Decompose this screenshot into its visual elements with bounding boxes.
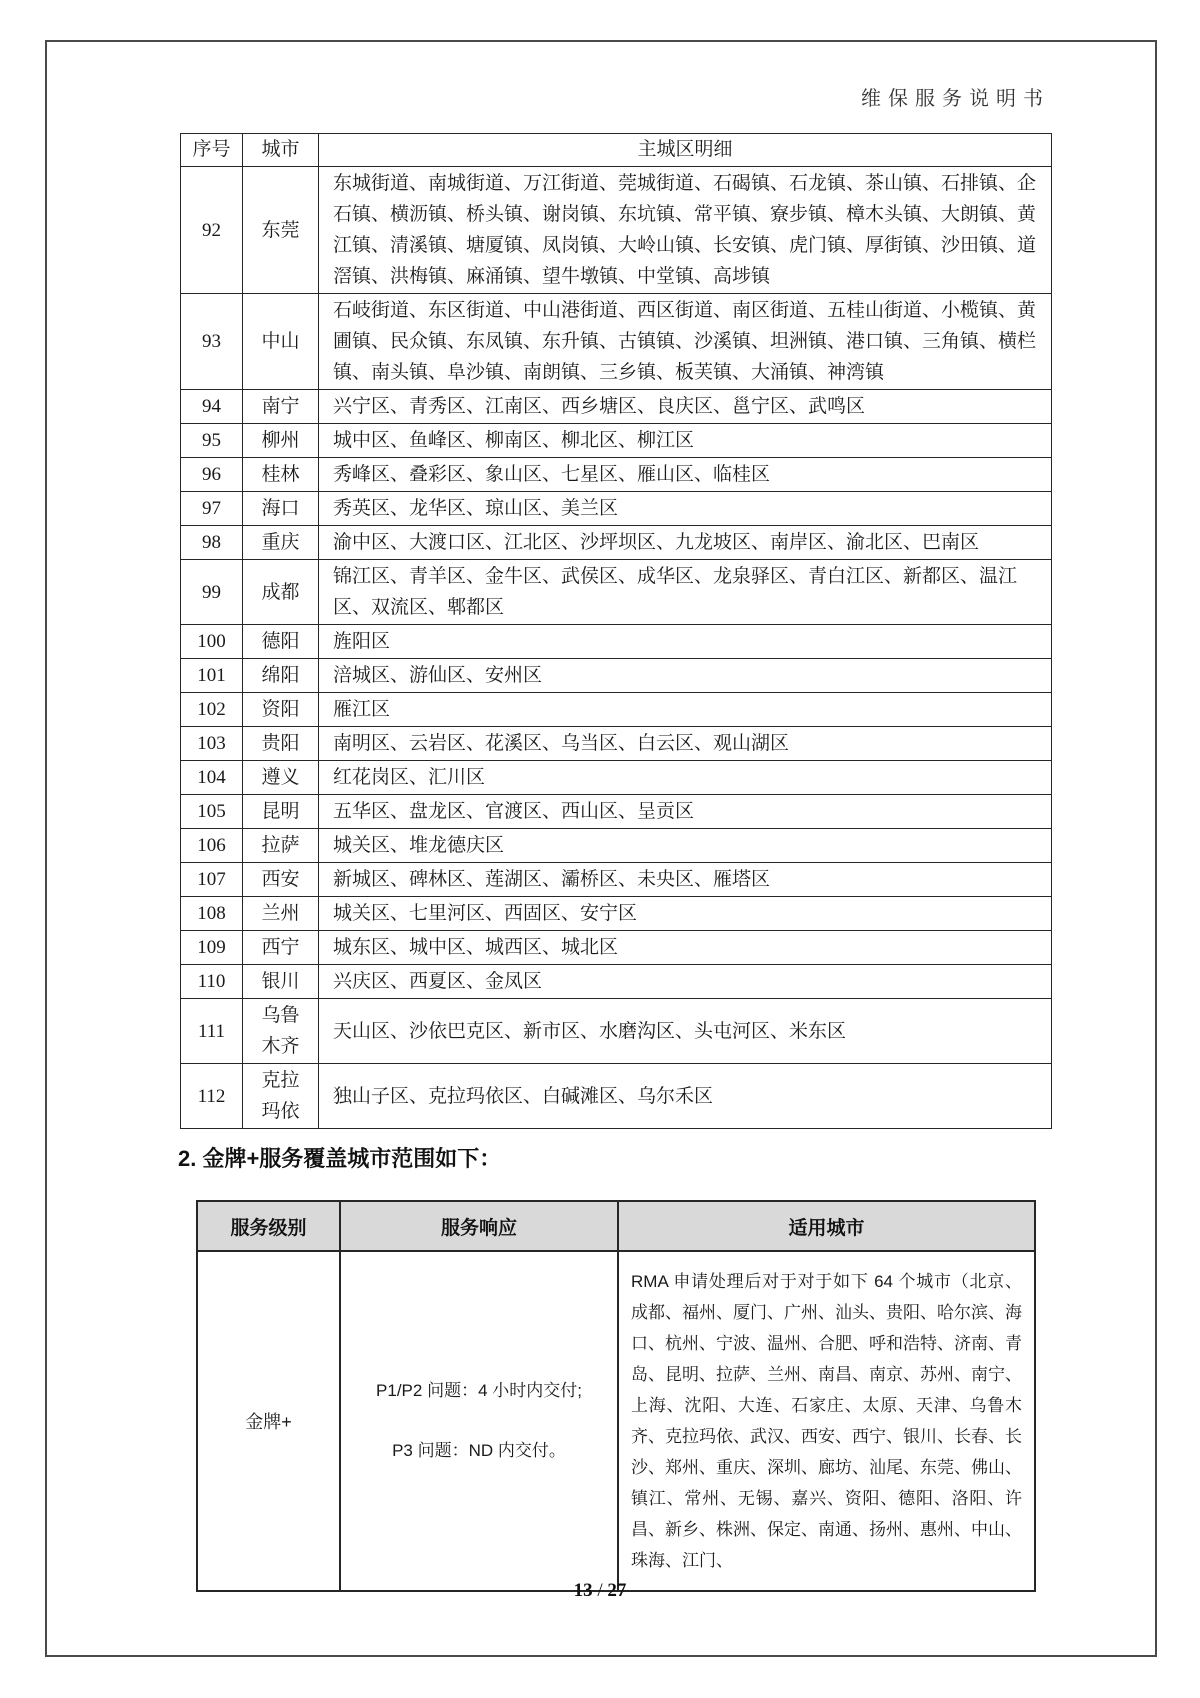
row-number-cell: 94	[181, 390, 243, 424]
table-row	[181, 829, 1052, 863]
table-row	[181, 965, 1052, 999]
page-number-separator: /	[597, 1580, 603, 1601]
row-number-cell: 99	[181, 560, 243, 625]
section-heading: 2. 金牌+服务覆盖城市范围如下：	[178, 1146, 502, 1171]
row-city-cell: 兰州	[243, 897, 319, 931]
table-row	[181, 931, 1052, 965]
row-number-cell: 100	[181, 625, 243, 659]
service-table-header-response: 服务响应	[340, 1201, 618, 1251]
row-number-cell: 105	[181, 795, 243, 829]
service-table-header-cities: 适用城市	[618, 1201, 1035, 1251]
table-row	[181, 761, 1052, 795]
table-row	[181, 625, 1052, 659]
service-table-row	[197, 1251, 1035, 1591]
row-number-cell: 96	[181, 458, 243, 492]
city-table-header-city: 城市	[243, 134, 319, 167]
service-level-table	[196, 1200, 1036, 1592]
row-districts-cell: 兴宁区、青秀区、江南区、西乡塘区、良庆区、邕宁区、武鸣区	[319, 390, 1052, 424]
row-districts-cell: 红花岗区、汇川区	[319, 761, 1052, 795]
row-city-cell: 重庆	[243, 526, 319, 560]
table-row	[181, 167, 1052, 294]
row-city-cell: 东莞	[243, 167, 319, 294]
row-city-cell: 海口	[243, 492, 319, 526]
city-coverage-table-wrap	[180, 133, 1052, 1129]
table-row	[181, 659, 1052, 693]
row-city-cell: 昆明	[243, 795, 319, 829]
city-table-header-no: 序号	[181, 134, 243, 167]
row-city-cell: 南宁	[243, 390, 319, 424]
row-number-cell: 106	[181, 829, 243, 863]
row-number-cell: 97	[181, 492, 243, 526]
row-districts-cell: 东城街道、南城街道、万江街道、莞城街道、石碣镇、石龙镇、茶山镇、石排镇、企石镇、横沥镇、桥头镇、谢岗镇、东坑镇、常平镇、寮步镇、樟木头镇、大朗镇、黄江镇、清溪镇、塘厦镇、凤岗镇、大岭山镇、长安镇、虎门镇、厚街镇、沙田镇、道滘镇、洪梅镇、麻涌镇、望牛墩镇、中堂镇、高埗镇	[319, 167, 1052, 294]
row-city-cell: 柳州	[243, 424, 319, 458]
row-number-cell: 95	[181, 424, 243, 458]
row-districts-cell: 兴庆区、西夏区、金凤区	[319, 965, 1052, 999]
row-city-cell: 桂林	[243, 458, 319, 492]
row-districts-cell: 城中区、鱼峰区、柳南区、柳北区、柳江区	[319, 424, 1052, 458]
service-response-cell	[340, 1251, 618, 1591]
response-p1-p2: P1/P2 问题：4 小时内交付;	[376, 1381, 582, 1400]
row-city-cell: 贵阳	[243, 727, 319, 761]
service-table-header-row	[197, 1201, 1035, 1251]
table-row	[181, 492, 1052, 526]
row-districts-cell: 天山区、沙依巴克区、新市区、水磨沟区、头屯河区、米东区	[319, 999, 1052, 1064]
row-districts-cell: 城关区、堆龙德庆区	[319, 829, 1052, 863]
table-row	[181, 424, 1052, 458]
row-districts-cell: 新城区、碑林区、莲湖区、灞桥区、未央区、雁塔区	[319, 863, 1052, 897]
row-districts-cell: 雁江区	[319, 693, 1052, 727]
row-number-cell: 103	[181, 727, 243, 761]
row-number-cell: 98	[181, 526, 243, 560]
row-districts-cell: 独山子区、克拉玛依区、白碱滩区、乌尔禾区	[319, 1064, 1052, 1129]
row-city-cell: 银川	[243, 965, 319, 999]
service-level-table-wrap	[196, 1200, 1036, 1592]
row-number-cell: 93	[181, 294, 243, 390]
city-table-header-districts: 主城区明细	[319, 134, 1052, 167]
row-districts-cell: 涪城区、游仙区、安州区	[319, 659, 1052, 693]
row-districts-cell: 渝中区、大渡口区、江北区、沙坪坝区、九龙坡区、南岸区、渝北区、巴南区	[319, 526, 1052, 560]
city-table-header-row	[181, 134, 1052, 167]
table-row	[181, 526, 1052, 560]
applicable-cities-cell: RMA 申请处理后对于对于如下 64 个城市（北京、成都、福州、厦门、广州、汕头、贵阳、哈尔滨、海口、杭州、宁波、温州、合肥、呼和浩特、济南、青岛、昆明、拉萨、兰州、南昌、南京、苏州、南宁、上海、沈阳、大连、石家庄、太原、天津、乌鲁木齐、克拉玛依、武汉、西安、西宁、银川、长春、长沙、郑州、重庆、深圳、廊坊、汕尾、东莞、佛山、镇江、常州、无锡、嘉兴、资阳、德阳、洛阳、许昌、新乡、株洲、保定、南通、扬州、惠州、中山、珠海、江门、	[618, 1251, 1035, 1591]
row-number-cell: 101	[181, 659, 243, 693]
row-districts-cell: 石岐街道、东区街道、中山港街道、西区街道、南区街道、五桂山街道、小榄镇、黄圃镇、民众镇、东凤镇、东升镇、古镇镇、沙溪镇、坦洲镇、港口镇、三角镇、横栏镇、南头镇、阜沙镇、南朗镇、三乡镇、板芙镇、大涌镇、神湾镇	[319, 294, 1052, 390]
table-row	[181, 1064, 1052, 1129]
row-districts-cell: 南明区、云岩区、花溪区、乌当区、白云区、观山湖区	[319, 727, 1052, 761]
row-number-cell: 108	[181, 897, 243, 931]
row-city-cell: 乌鲁木齐	[243, 999, 319, 1064]
row-districts-cell: 秀峰区、叠彩区、象山区、七星区、雁山区、临桂区	[319, 458, 1052, 492]
city-coverage-table	[180, 133, 1052, 1129]
row-number-cell: 107	[181, 863, 243, 897]
page-number	[0, 1580, 1200, 1602]
page-number-total: 27	[607, 1580, 627, 1601]
row-number-cell: 111	[181, 999, 243, 1064]
table-row	[181, 560, 1052, 625]
table-row	[181, 727, 1052, 761]
row-districts-cell: 五华区、盘龙区、官渡区、西山区、呈贡区	[319, 795, 1052, 829]
table-row	[181, 390, 1052, 424]
service-level-cell: 金牌+	[197, 1251, 340, 1591]
row-number-cell: 112	[181, 1064, 243, 1129]
row-number-cell: 102	[181, 693, 243, 727]
table-row	[181, 693, 1052, 727]
response-p3: P3 问题：ND 内交付。	[392, 1441, 566, 1460]
row-number-cell: 92	[181, 167, 243, 294]
table-row	[181, 458, 1052, 492]
row-city-cell: 成都	[243, 560, 319, 625]
row-city-cell: 资阳	[243, 693, 319, 727]
row-districts-cell: 城关区、七里河区、西固区、安宁区	[319, 897, 1052, 931]
row-districts-cell: 城东区、城中区、城西区、城北区	[319, 931, 1052, 965]
row-city-cell: 西安	[243, 863, 319, 897]
row-city-cell: 拉萨	[243, 829, 319, 863]
row-city-cell: 克拉玛依	[243, 1064, 319, 1129]
table-row	[181, 897, 1052, 931]
row-city-cell: 中山	[243, 294, 319, 390]
row-city-cell: 绵阳	[243, 659, 319, 693]
row-districts-cell: 锦江区、青羊区、金牛区、武侯区、成华区、龙泉驿区、青白江区、新都区、温江区、双流区、郫都区	[319, 560, 1052, 625]
row-districts-cell: 旌阳区	[319, 625, 1052, 659]
row-number-cell: 110	[181, 965, 243, 999]
row-city-cell: 德阳	[243, 625, 319, 659]
row-number-cell: 104	[181, 761, 243, 795]
table-row	[181, 795, 1052, 829]
page-number-current: 13	[573, 1580, 593, 1601]
row-city-cell: 遵义	[243, 761, 319, 795]
table-row	[181, 999, 1052, 1064]
service-table-header-level: 服务级别	[197, 1201, 340, 1251]
row-districts-cell: 秀英区、龙华区、琼山区、美兰区	[319, 492, 1052, 526]
row-number-cell: 109	[181, 931, 243, 965]
row-city-cell: 西宁	[243, 931, 319, 965]
table-row	[181, 294, 1052, 390]
document-header-title: 维保服务说明书	[861, 88, 1050, 110]
table-row	[181, 863, 1052, 897]
